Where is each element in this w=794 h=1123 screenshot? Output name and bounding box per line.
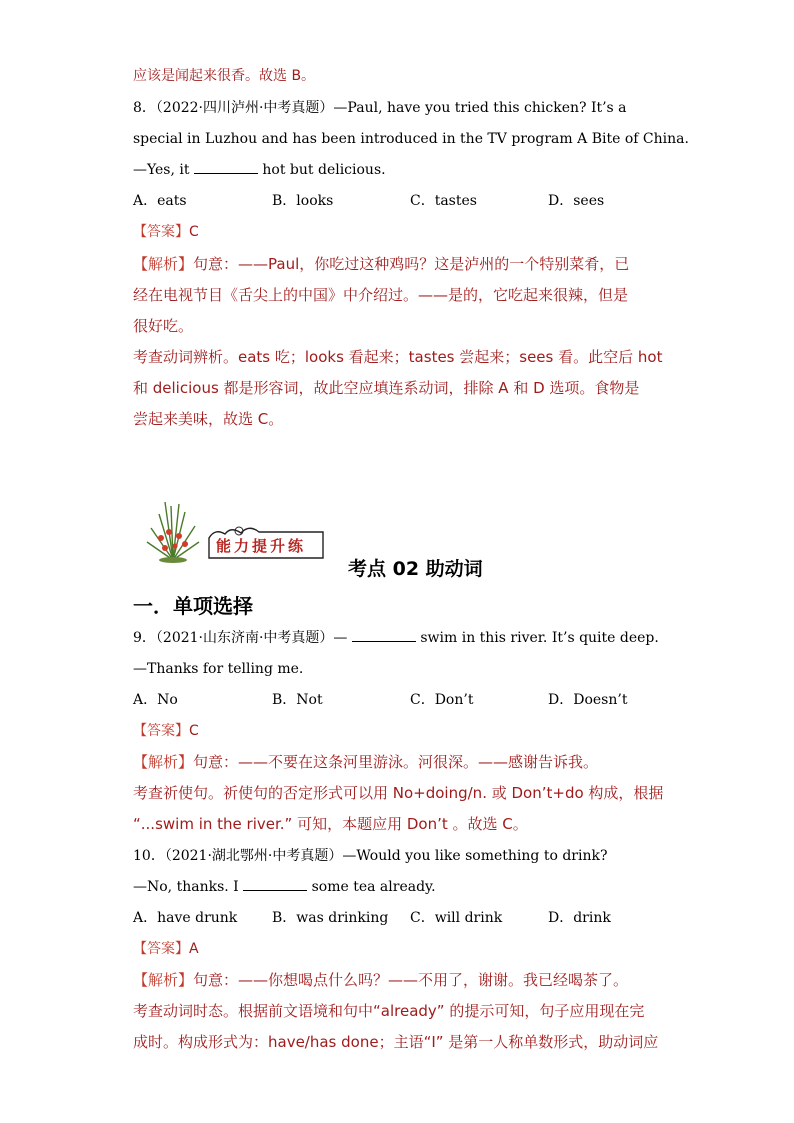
q8-option-c: C．tastes [410,193,477,209]
q9-answer-blank [352,629,416,642]
q9-stem-pre: 9．（2021·山东济南·中考真题）— [133,630,348,646]
analysis-tag: 【解析】 [133,255,194,273]
q9-option-d: D．Doesn’t [548,692,628,708]
analysis-text: 句意：——你想喝点什么吗？——不用了，谢谢。我已经喝茶了。 [193,971,629,989]
q9-option-c: C．Don’t [410,692,474,708]
q9-stem-line1 [133,628,659,648]
q10-stem-line1: 10．（2021·湖北鄂州·中考真题）—Would you like something to drink? [133,848,608,864]
q10-stem-line2 [133,877,436,897]
answer-tag: 【答案】 [133,723,189,739]
q10-option-c: C．will drink [410,910,503,926]
q10-option-a: A．have drunk [133,910,238,926]
q9-option-a: A．No [133,692,178,708]
q8-analysis-line6: 尝起来美味，故选 C。 [133,410,284,428]
q10-analysis-line1 [133,970,628,990]
q8-option-d: D．sees [548,193,605,209]
q9-stem-line2: —Thanks for telling me. [133,661,304,677]
q8-analysis-line4: 考查动词辨析。eats 吃；looks 看起来；tastes 尝起来；sees 看。此空后 hot [133,348,663,366]
q10-answer [133,939,199,959]
q10-stem-post: some tea already. [311,879,436,895]
q10-stem-pre: —No, thanks. I [133,879,239,895]
q10-option-d: D．drink [548,910,611,926]
q10-analysis-line2: 考查动词时态。根据前文语境和句中“already” 的提示可知，句子应用现在完 [133,1002,645,1020]
plant-icon [143,498,203,564]
answer-tag: 【答案】 [133,224,189,240]
q8-stem-post: hot but delicious. [262,162,386,178]
answer-tag: 【答案】 [133,941,189,957]
q8-stem-pre: —Yes, it [133,162,190,178]
badge-label: 能力提升练 [216,537,307,555]
q8-option-a: A．eats [133,193,187,209]
q8-analysis-line3: 很好吃。 [133,317,194,335]
analysis-tag: 【解析】 [133,971,194,989]
q8-analysis-line2: 经在电视节目《舌尖上的中国》中介绍过。——是的，它吃起来很辣，但是 [133,286,629,304]
q9-analysis-line1 [133,752,598,772]
q9-analysis-line3: “...swim in the river.” 可知，本题应用 Don’t 。故选 C。 [133,815,528,833]
section-title: 考点 02 助动词 [348,558,483,580]
q10-analysis-line3: 成时。构成形式为：have/has done；主语“I” 是第一人称单数形式，助动词应 [133,1033,659,1051]
q8-analysis-line1 [133,254,629,274]
q8-answer [133,222,199,242]
q9-analysis-line2: 考查祈使句。祈使句的否定形式可以用 No+doing/n. 或 Don’t+do 构成，根据 [133,784,664,802]
q8-answer-blank [194,161,258,174]
q9-answer [133,721,199,741]
q7-analysis-tail: 应该是闻起来很香。故选 B。 [133,68,316,84]
q8-analysis-line5: 和 delicious 都是形容词，故此空应填连系动词，排除 A 和 D 选项。食物是 [133,379,640,397]
answer-value: C [189,723,199,739]
analysis-text: 句意：——不要在这条河里游泳。河很深。——感谢告诉我。 [193,753,599,771]
q10-answer-blank [243,878,307,891]
q8-stem-line1: 8．（2022·四川泸州·中考真题）—Paul, have you tried this chicken? It’s a [133,100,627,116]
part-title: 一．单项选择 [133,594,253,618]
analysis-text: 句意：——Paul，你吃过这种鸡吗？这是泸州的一个特别菜肴，已 [193,255,630,273]
answer-value: C [189,224,199,240]
analysis-tag: 【解析】 [133,753,194,771]
q8-stem-line2: special in Luzhou and has been introduced in the TV program A Bite of China. [133,131,689,147]
answer-value: A [189,941,199,957]
q10-option-b: B．was drinking [272,910,389,926]
q9-stem-post: swim in this river. It’s quite deep. [420,630,659,646]
q8-option-b: B．looks [272,193,334,209]
q8-stem-line3 [133,160,386,180]
q9-option-b: B．Not [272,692,323,708]
